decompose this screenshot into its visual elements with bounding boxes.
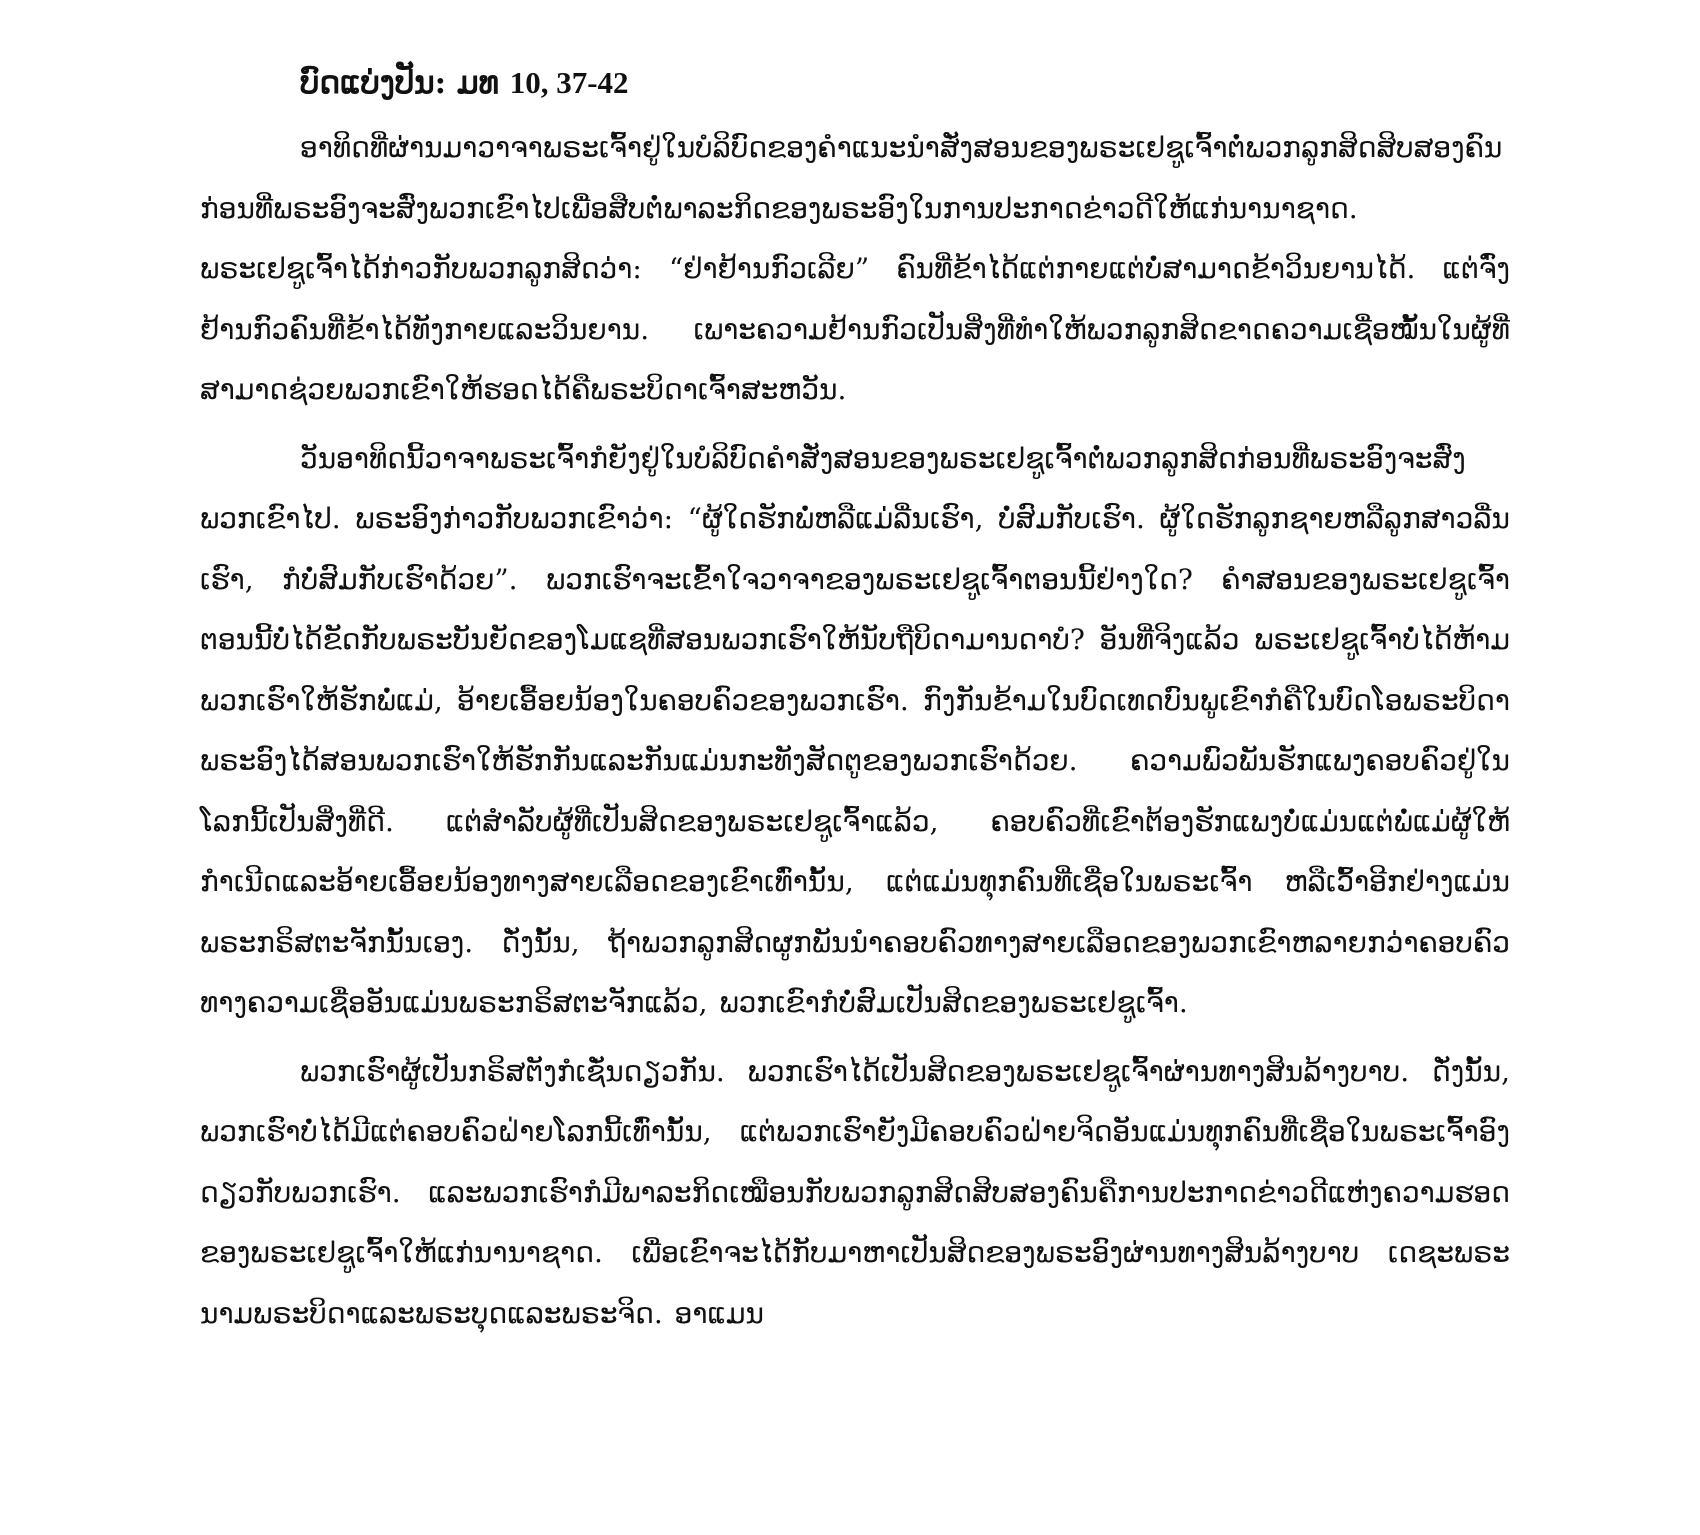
scripture-reference: 10, 37-42 (509, 65, 629, 100)
paragraph-2: ວັນອາທິດນີ້ວາຈາພຣະເຈົ້າກໍຍັງຢູ່ໃນບໍລິບົດຄຳສັ່ງສອນຂອງພຣະເຢຊູເຈົ້າຕໍ່ພວກລູກສິດກ່ອນທີ່ພຣະອົງຈະສົ່ງພວກເຂົາໄປ. ພຣະອົງກ່າວກັບພວກເຂົາວ່າ: “ຜູ້ໃດຮັກພໍ່ຫລືແມ່ລື່ນເຮົາ, ບໍ່ສົມກັບເຮົາ. ຜູ້ໃດຮັກລູກຊາຍຫລືລູກສາວລື່ນເຮົາ, ກໍບໍ່ສົມກັບເຮົາດ້ວຍ”. ພວກເຮົາຈະເຂົ້າໃຈວາຈາຂອງພຣະເຢຊູເຈົ້າຕອນນີ້ຢ່າງໃດ? ຄຳສອນຂອງພຣະເຢຊູເຈົ້າຕອນນີ້ບໍ່ໄດ້ຂັດກັບພຣະບັນຍັດຂອງໂມແຊທີ່ສອນພວກເຮົາໃຫ້ນັບຖືບິດາມານດາບໍ? ອັນທີ່ຈິງແລ້ວ ພຣະເຢຊູເຈົ້າບໍ່ໄດ້ຫ້າມພວກເຮົາໃຫ້ຮັກພໍ່ແມ່, ອ້າຍເອື້ອຍນ້ອງໃນຄອບຄົວຂອງພວກເຮົາ. ກົງກັນຂ້າມໃນບົດເທດບົນພູເຂົາກໍຄືໃນບົດໂອພຣະບິດາ ພຣະອົງໄດ້ສອນພວກເຮົາໃຫ້ຮັກກັນແລະກັນແມ່ນກະທັງສັດຕູຂອງພວກເຮົາດ້ວຍ. ຄວາມພົວພັນຮັກແພງຄອບຄົວຢູ່ໃນໂລກນີ້ເປັນສິ່ງທີ່ດີ. ແຕ່ສຳລັບຜູ້ທີ່ເປັນສິດຂອງພຣະເຢຊູເຈົ້າແລ້ວ, ຄອບຄົວທີ່ເຂົາຕ້ອງຮັກແພງບໍ່ແມ່ນແຕ່ພໍ່ແມ່ຜູ້ໃຫ້ກຳເນີດແລະອ້າຍເອື້ອຍນ້ອງທາງສາຍເລືອດຂອງເຂົາເທົ່ານັ້ນ, ແຕ່ແມ່ນທຸກຄົນທີ່ເຊື່ອໃນພຣະເຈົ້າ ຫລືເວົ້າອີກຢ່າງແມ່ນພຣະກຣິສຕະຈັກນັ້ນເອງ. ດັ່ງນັ້ນ, ຖ້າພວກລູກສິດຜູກພັນນຳຄອບຄົວທາງສາຍເລືອດຂອງພວກເຂົາຫລາຍກວ່າຄອບຄົວທາງຄວາມເຊື່ອອັນແມ່ນພຣະກຣິສຕະຈັກແລ້ວ, ພວກເຂົາກໍບໍ່ສົມເປັນສິດຂອງພຣະເຢຊູເຈົ້າ. (200, 441, 1510, 1019)
paragraph-1: ອາທິດທີ່ຜ່ານມາວາຈາພຣະເຈົ້າຢູ່ໃນບໍລິບົດຂອງຄຳແນະນຳສັ່ງສອນຂອງພຣະເຢຊູເຈົ້າຕໍ່ພວກລູກສິດສິບສອງຄົນກ່ອນທີ່ພຣະອົງຈະສົ່ງພວກເຂົາໄປເພື່ອສືບຕໍ່ພາລະກິດຂອງພຣະອົງໃນການປະກາດຂ່າວດີໃຫ້ແກ່ນານາຊາດ. ພຣະເຢຊູເຈົ້າໄດ້ກ່າວກັບພວກລູກສິດວ່າ: “ຢ່າຢ້ານກົວເລີຍ” ຄົນທີ່ຂ້າໄດ້ແຕ່ກາຍແຕ່ບໍ່ສາມາດຂ້າວິນຍານໄດ້. ແຕ່ຈົ່ງຢ້ານກົວຄົນທີ່ຂ້າໄດ້ທັງກາຍແລະວິນຍານ. ເພາະຄວາມຢ້ານກົວເປັນສິ່ງທີ່ທຳໃຫ້ພວກລູກສິດຂາດຄວາມເຊື່ອໝັ້ນໃນຜູ້ທີ່ສາມາດຊ່ວຍພວກເຂົາໃຫ້ຮອດໄດ້ຄືພຣະບິດາເຈົ້າສະຫວັນ. (200, 131, 1510, 406)
document-heading (300, 60, 1510, 106)
heading-label: ບົດແບ່ງປັນ: ມທ (300, 65, 499, 101)
paragraph-3: ພວກເຮົາຜູ້ເປັນກຣິສຕັງກໍເຊັ່ນດຽວກັນ. ພວກເຮົາໄດ້ເປັນສິດຂອງພຣະເຢຊູເຈົ້າຜ່ານທາງສິນລ້າງບາບ. ດັ່ງນັ້ນ, ພວກເຮົາບໍ່ໄດ້ມີແຕ່ຄອບຄົວຝ່າຍໂລກນີ້ເທົ່ານັ້ນ, ແຕ່ພວກເຮົາຍັງມີຄອບຄົວຝ່າຍຈິດອັນແມ່ນທຸກຄົນທີ່ເຊື່ອໃນພຣະເຈົ້າອົງດຽວກັບພວກເຮົາ. ແລະພວກເຮົາກໍມີພາລະກິດເໝືອນກັບພວກລູກສິດສິບສອງຄົນຄືການປະກາດຂ່າວດີແຫ່ງຄວາມຮອດຂອງພຣະເຢຊູເຈົ້າໃຫ້ແກ່ນານາຊາດ. ເພື່ອເຂົາຈະໄດ້ກັບມາຫາເປັນສິດຂອງພຣະອົງຜ່ານທາງສິນລ້າງບາບ ເດຊະພຣະນາມພຣະບິດາແລະພຣະບຸດແລະພຣະຈິດ. ອາແມນ (200, 1054, 1510, 1330)
